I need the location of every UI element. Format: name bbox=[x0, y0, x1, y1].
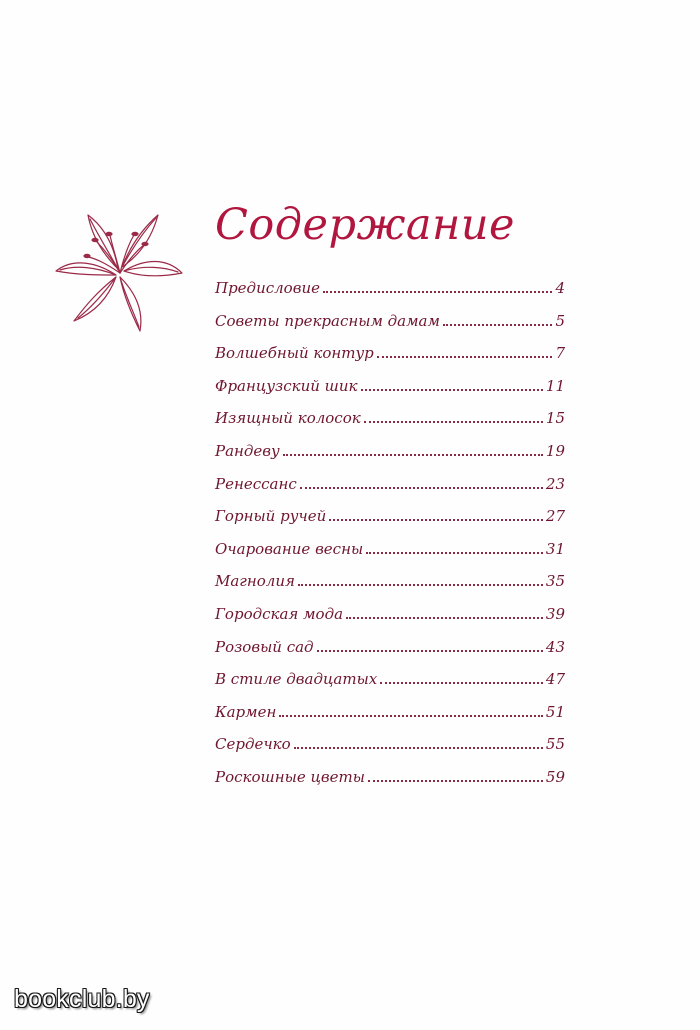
toc-entry[interactable] bbox=[215, 409, 565, 442]
toc-entry[interactable] bbox=[215, 735, 565, 768]
toc-entry[interactable] bbox=[215, 475, 565, 508]
toc-entry[interactable] bbox=[215, 540, 565, 573]
toc-entry-title: Советы прекрасным дамам bbox=[215, 311, 440, 330]
toc-entry-page: 5 bbox=[555, 311, 565, 330]
dot-leader bbox=[364, 421, 543, 423]
toc-entry-page: 35 bbox=[545, 572, 565, 591]
toc-entry[interactable] bbox=[215, 377, 565, 410]
toc-entry-page: 19 bbox=[545, 441, 565, 460]
dot-leader bbox=[377, 356, 553, 358]
toc-entry[interactable] bbox=[215, 507, 565, 540]
dot-leader bbox=[298, 584, 543, 586]
contents-title: Содержание bbox=[215, 200, 515, 250]
toc-entry[interactable] bbox=[215, 442, 565, 475]
toc-entry-page: 51 bbox=[545, 702, 565, 721]
toc-entry-title: Рандеву bbox=[215, 441, 280, 460]
toc-entry[interactable] bbox=[215, 768, 565, 801]
toc-entry-title: Ренессанс bbox=[215, 474, 297, 493]
toc-entry-title: Изящный колосок bbox=[215, 409, 361, 428]
dot-leader bbox=[323, 291, 552, 293]
toc-entry[interactable] bbox=[215, 605, 565, 638]
toc-entry[interactable] bbox=[215, 312, 565, 345]
toc-entry[interactable] bbox=[215, 344, 565, 377]
toc-entry-title: В стиле двадцатых bbox=[215, 670, 378, 689]
dot-leader bbox=[368, 780, 543, 782]
dot-leader bbox=[361, 389, 543, 391]
dot-leader bbox=[346, 617, 543, 619]
toc-entry-page: 59 bbox=[545, 767, 565, 786]
site-watermark: bookclub.by bbox=[14, 985, 150, 1013]
toc-entry-page: 11 bbox=[545, 376, 565, 395]
dot-leader bbox=[329, 519, 543, 521]
toc-entry-title: Сердечко bbox=[215, 735, 291, 754]
toc-entry-title: Предисловие bbox=[215, 279, 320, 297]
toc-entry-page: 15 bbox=[545, 409, 565, 428]
toc-entry-page: 47 bbox=[545, 670, 565, 689]
lily-flower-icon bbox=[52, 205, 187, 333]
toc-entry[interactable] bbox=[215, 670, 565, 703]
toc-entry-page: 43 bbox=[545, 637, 565, 656]
dot-leader bbox=[279, 715, 543, 717]
toc-entry[interactable] bbox=[215, 572, 565, 605]
toc-entry-page: 39 bbox=[545, 604, 565, 623]
dot-leader bbox=[380, 682, 543, 684]
dot-leader bbox=[294, 747, 543, 749]
table-of-contents bbox=[215, 279, 565, 801]
toc-entry[interactable] bbox=[215, 638, 565, 671]
toc-entry-page: 27 bbox=[545, 507, 565, 526]
toc-entry[interactable] bbox=[215, 279, 565, 312]
dot-leader bbox=[317, 650, 543, 652]
toc-entry-title: Роскошные цветы bbox=[215, 767, 365, 786]
toc-entry-page: 4 bbox=[555, 279, 565, 297]
toc-entry[interactable] bbox=[215, 703, 565, 736]
toc-entry-title: Городская мода bbox=[215, 604, 344, 623]
dot-leader bbox=[283, 454, 543, 456]
toc-entry-title: Очарование весны bbox=[215, 539, 364, 558]
toc-entry-page: 31 bbox=[545, 539, 565, 558]
toc-entry-title: Горный ручей bbox=[215, 507, 327, 526]
toc-entry-page: 7 bbox=[555, 344, 565, 363]
dot-leader bbox=[366, 552, 543, 554]
toc-entry-title: Розовый сад bbox=[215, 637, 314, 656]
toc-entry-title: Магнолия bbox=[215, 572, 295, 591]
toc-entry-title: Кармен bbox=[215, 702, 277, 721]
dot-leader bbox=[443, 324, 553, 326]
dot-leader bbox=[300, 487, 543, 489]
toc-entry-page: 55 bbox=[545, 735, 565, 754]
toc-entry-title: Французский шик bbox=[215, 376, 358, 395]
toc-entry-page: 23 bbox=[545, 474, 565, 493]
toc-entry-title: Волшебный контур bbox=[215, 344, 374, 363]
